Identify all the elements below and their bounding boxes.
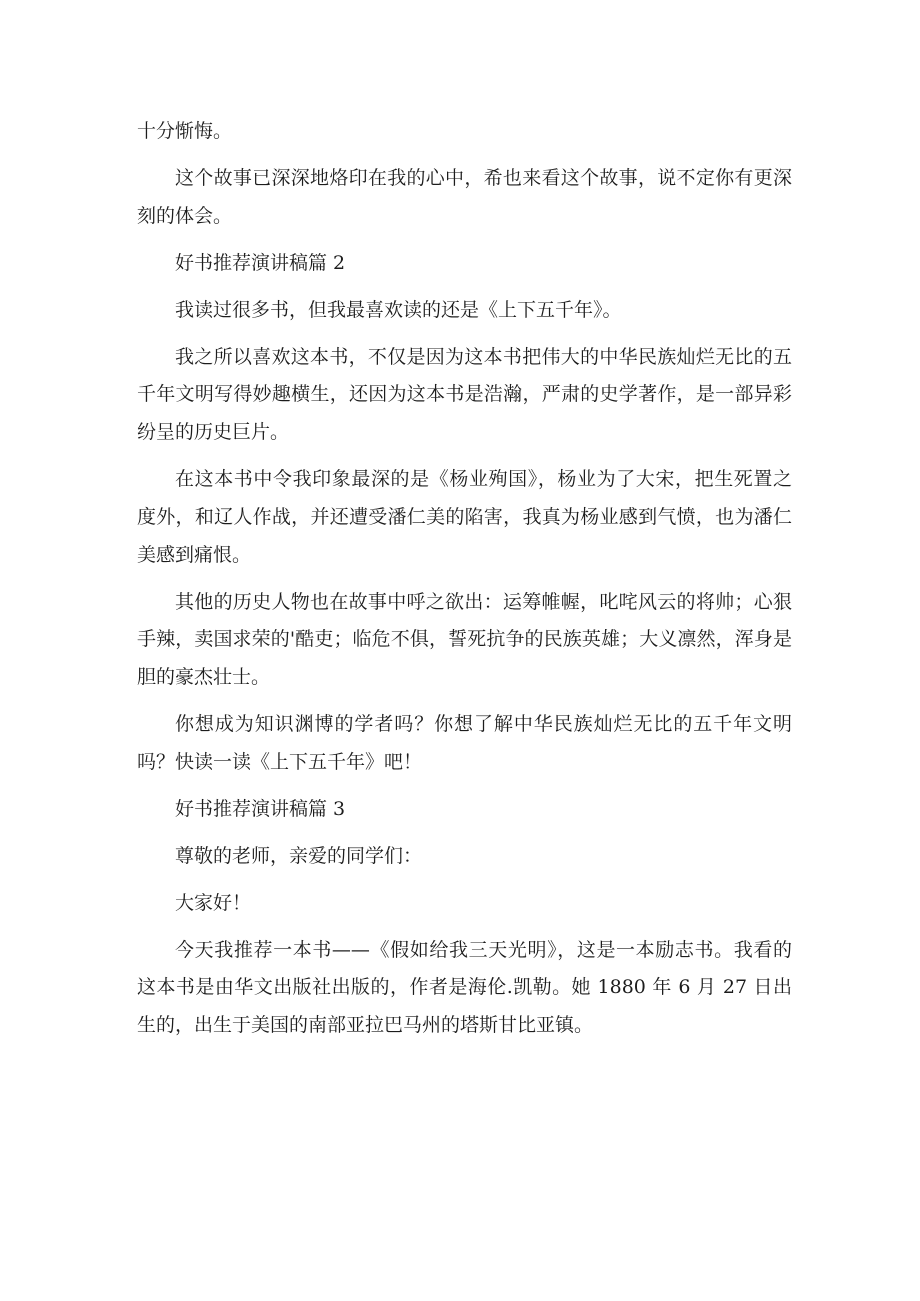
paragraph: 大家好！ xyxy=(175,891,252,914)
section-heading: 好书推荐演讲稿篇 3 xyxy=(175,797,346,820)
paragraph: 这个故事已深深地烙印在我的心中，希也来看这个故事，说不定你有更深刻的体会。 xyxy=(137,167,792,227)
paragraph: 在这本书中令我印象最深的是《杨业殉国》，杨业为了大宋，把生死置之度外，和辽人作战，并还遭受潘仁美的陷害，我真为杨业感到气愤，也为潘仁美感到痛恨。 xyxy=(137,468,792,566)
paragraph: 我读过很多书，但我最喜欢读的还是《上下五千年》。 xyxy=(175,298,622,321)
document-body xyxy=(137,113,792,1054)
section-heading: 好书推荐演讲稿篇 2 xyxy=(175,251,346,274)
paragraph: 今天我推荐一本书——《假如给我三天光明》，这是一本励志书。我看的这本书是由华文出版社出版的，作者是海伦.凯勒。她 1880 年 6 月 27 日出生的，出生于美国的南部亚拉巴马州的塔斯甘比亚镇。 xyxy=(137,938,792,1037)
paragraph: 其他的历史人物也在故事中呼之欲出：运筹帷幄，叱咤风云的将帅；心狠手辣，卖国求荣的'酷吏；临危不俱，誓死抗争的民族英雄；大义凛然，浑身是胆的豪杰壮士。 xyxy=(137,590,792,688)
paragraph: 尊敬的老师，亲爱的同学们： xyxy=(175,844,423,867)
paragraph-continuation: 十分惭悔。 xyxy=(137,120,233,142)
paragraph: 你想成为知识渊博的学者吗？你想了解中华民族灿烂无比的五千年文明吗？快读一读《上下五千年》吧！ xyxy=(137,712,792,773)
paragraph: 我之所以喜欢这本书，不仅是因为这本书把伟大的中华民族灿烂无比的五千年文明写得妙趣横生，还因为这本书是浩瀚，严肃的史学著作，是一部异彩纷呈的历史巨片。 xyxy=(137,345,792,444)
